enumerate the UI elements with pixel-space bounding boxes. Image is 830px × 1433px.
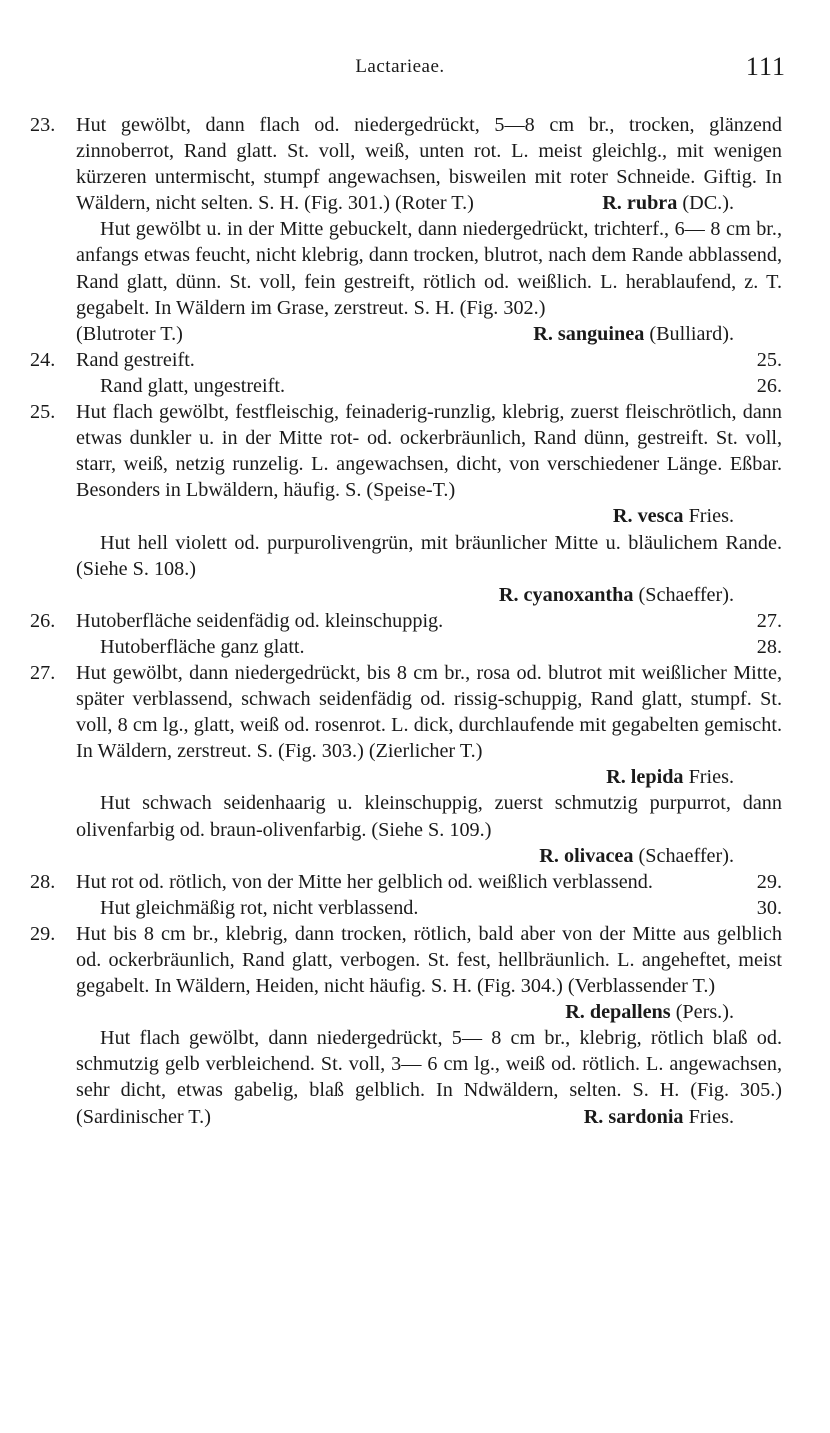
species-label	[560, 1104, 734, 1130]
entry-text: Hut gewölbt, dann niedergedrückt, bis 8 cm br., rosa od. blutrot mit weißlicher Mitte, später verblassend, schwach seidenfädig od. rissig-schuppig, Rand glatt, stumpf. St. voll, 8 cm lg., glatt, weiß od. rosenrot. L. dick, durchlaufende mit gegabelten gemischt. In Wäldern, zerstreut. S. (Fig. 303.) (Zierlicher T.)	[76, 661, 782, 763]
species-author: (DC.).	[682, 192, 734, 215]
species-author: Fries.	[688, 766, 734, 789]
couplet-number: 23.	[30, 114, 56, 136]
species-name: R. sanguinea	[533, 322, 645, 345]
entry-text: Hut schwach seidenhaarig u. kleinschuppig, zuerst schmutzig purpurrot, dann olivenfarbig od. braun-olivenfarbig. (Siehe S. 109.)	[76, 792, 782, 841]
species-author: (Pers.).	[675, 1001, 734, 1024]
species-author: (Bulliard).	[649, 322, 734, 345]
common-name: (Blutroter T.)	[76, 322, 183, 345]
lead-text: Hutoberfläche seidenfädig od. kleinschuppig.	[76, 609, 444, 632]
key-entry-23-alt	[0, 216, 830, 320]
species-label	[0, 764, 830, 790]
lead-text: Rand gestreift.	[76, 348, 195, 371]
species-name: R. lepida	[606, 766, 684, 789]
key-entry-26-alt	[0, 634, 830, 660]
lead-text: Hut gleichmäßig rot, nicht verblassend.	[100, 896, 419, 919]
key-entry-25	[0, 399, 830, 503]
page-header	[0, 52, 830, 84]
lead-target: 30.	[756, 896, 782, 919]
lead-target: 29.	[756, 870, 782, 893]
species-label	[0, 503, 830, 529]
species-name: R. sardonia	[583, 1105, 684, 1128]
species-name: R. rubra	[602, 192, 678, 215]
species-name: R. vesca	[612, 505, 684, 528]
lead-text: Rand glatt, ungestreift.	[100, 374, 286, 397]
couplet-number: 24.	[30, 348, 56, 371]
description-text: Hut flach gewölbt, dann niedergedrückt, 5— 8 cm br., klebrig, rötlich blaß od. schmutzig gelb verbleichend. St. voll, 3— 6 cm lg., weiß od. rötlich. L. angewachsen, sehr dicht, etwas gabelig, blaß gelblich. In Ndwäldern, selten. S. H. (Fig. 305.) (Sardinischer T.)	[76, 1027, 782, 1128]
lead-text: Hut rot od. rötlich, von der Mitte her gelblich od. weißlich verblassend.	[76, 870, 653, 893]
key-entry-27-alt	[0, 790, 830, 842]
key-entry-25-alt	[0, 530, 830, 582]
species-name: R. olivacea	[539, 844, 634, 867]
entry-text	[76, 112, 782, 216]
key-entry-28-alt	[0, 895, 830, 921]
description-text: Hut gewölbt, dann flach od. niedergedrückt, 5—8 cm br., trocken, glänzend zinnoberrot, Rand glatt. St. voll, weiß, unten rot. L. meist gleichlg., mit wenigen kürzeren untermischt, stumpf angewachsen, bisweilen mit roter Schneide. Giftig. In Wäldern, nicht selten. S. H. (Fig. 301.) (Roter T.)	[76, 114, 782, 215]
species-label	[0, 582, 830, 608]
species-label	[533, 321, 734, 347]
entry-text	[76, 1025, 782, 1129]
key-entry-23	[0, 112, 830, 216]
lead-target: 25.	[756, 348, 782, 371]
key-entry-29-alt	[0, 1025, 830, 1129]
lead-target: 28.	[756, 635, 782, 658]
entry-text: Hut bis 8 cm br., klebrig, dann trocken, rötlich, bald aber von der Mitte aus gelblich od. ockerbräunlich, Rand glatt, verbogen. St. fest, hellbräunlich. L. angeheftet, meist gegabelt. In Wäldern, Heiden, nicht häufig. S. H. (Fig. 304.) (Verblassender T.)	[76, 922, 782, 998]
species-author: Fries.	[688, 1105, 734, 1128]
species-author: (Schaeffer).	[638, 583, 734, 606]
key-entry-24-alt	[0, 373, 830, 399]
key-entry-27	[0, 660, 830, 764]
lead-target: 27.	[756, 609, 782, 632]
species-name: R. depallens	[565, 1001, 671, 1024]
species-label	[602, 190, 734, 216]
species-author: (Schaeffer).	[638, 844, 734, 867]
key-entry-29	[0, 921, 830, 999]
key-entry-24	[0, 347, 830, 373]
key-body	[0, 112, 830, 1130]
couplet-number: 29.	[30, 922, 56, 945]
entry-text: Hut hell violett od. purpurolivengrün, mit bräunlicher Mitte u. bläulichem Rande. (Siehe S. 108.)	[76, 531, 782, 580]
species-author: Fries.	[688, 505, 734, 528]
lead-text: Hutoberfläche ganz glatt.	[100, 635, 305, 658]
entry-text: Hut flach gewölbt, festfleischig, feinaderig-runzlig, klebrig, zuerst fleischrötlich, dann etwas dunkler u. in der Mitte rot- od. ockerbräunlich, Rand dünn, gestreift. St. voll, starr, weiß, netzig runzelig. L. angewachsen, dicht, von verschiedener Länge. Eßbar. Besonders in Lbwäldern, häufig. S. (Speise-T.)	[76, 401, 782, 502]
species-label	[0, 999, 830, 1025]
species-label	[0, 843, 830, 869]
species-name: R. cyanoxantha	[498, 583, 634, 606]
key-entry-28	[0, 869, 830, 895]
running-head: Lactarieae.	[355, 56, 445, 77]
couplet-number: 27.	[30, 661, 56, 684]
page-number: 111	[745, 52, 786, 81]
couplet-number: 26.	[30, 609, 56, 632]
couplet-number: 25.	[30, 401, 56, 424]
key-entry-26	[0, 608, 830, 634]
species-row	[0, 321, 830, 347]
lead-target: 26.	[756, 374, 782, 397]
entry-text	[76, 869, 782, 895]
couplet-number: 28.	[30, 870, 56, 893]
entry-text: Hut gewölbt u. in der Mitte gebuckelt, dann niedergedrückt, trichterf., 6— 8 cm br., anfangs etwas feucht, nicht klebrig, dann trocken, blutrot, nach dem Rande abblassend, Rand glatt, dünn. St. voll, fein gestreift, rötlich od. weißlich. L. herablaufend, z. T. gegabelt. In Wäldern im Grase, zerstreut. S. H. (Fig. 302.)	[76, 218, 782, 319]
